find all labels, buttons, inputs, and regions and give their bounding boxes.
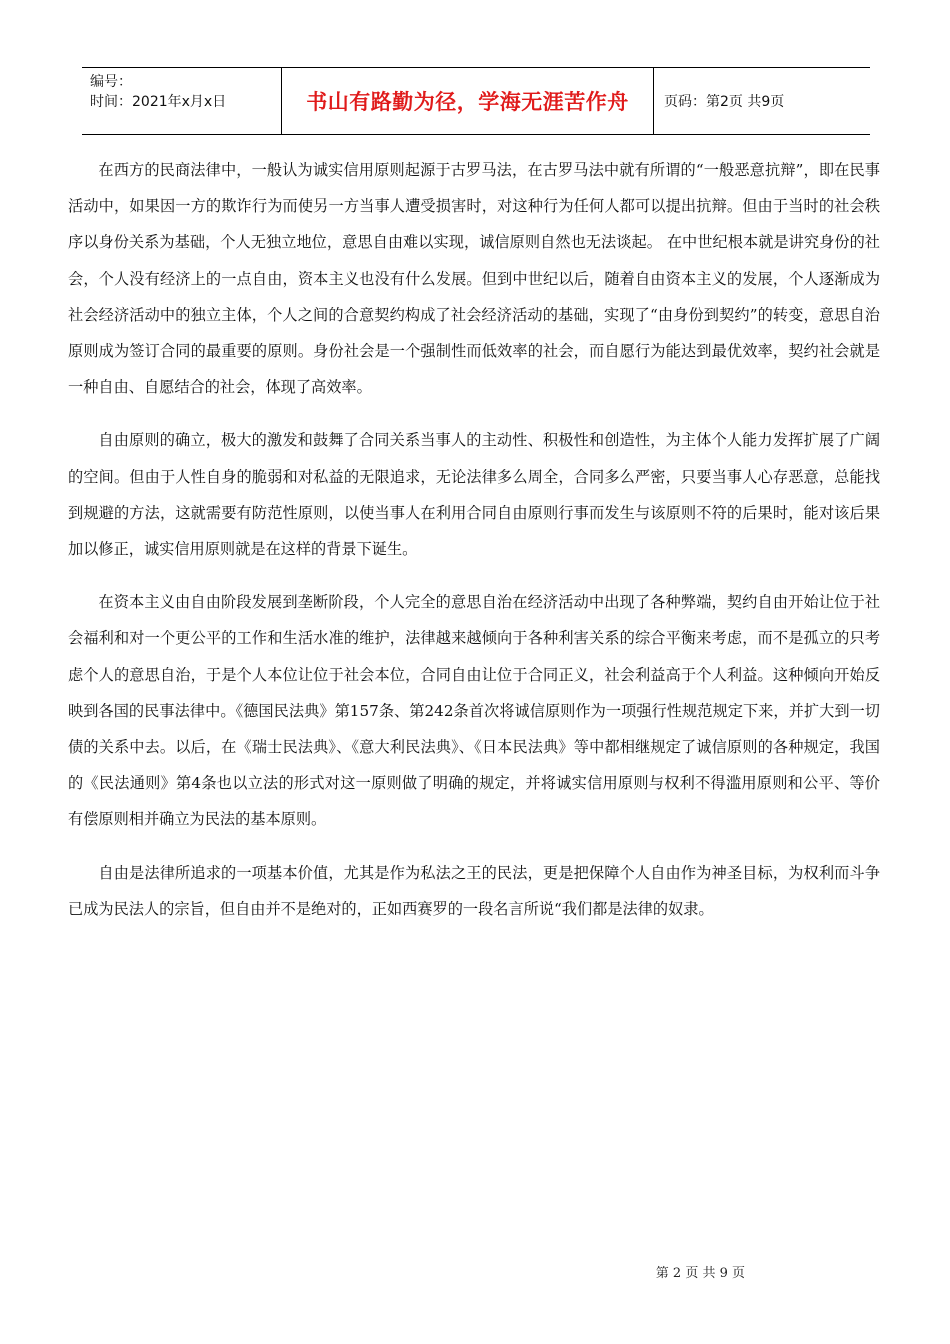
body-paragraph: 在西方的民商法律中，一般认为诚实信用原则起源于古罗马法，在古罗马法中就有所谓的“一般恶意抗辩”，即在民事活动中，如果因一方的欺诈行为而使另一方当事人遭受损害时，对这种行为任何人都可以提出抗辩。但由于当时的社会秩序以身份关系为基础，个人无独立地位，意思自由难以实现，诚信原则自然也无法谈起。 在中世纪根本就是讲究身份的社会，个人没有经济上的一点自由，资本主义也没有什么发展。但到中世纪以后，随着自由资本主义的发展，个人逐渐成为社会经济活动中的独立主体，个人之间的合意契约构成了社会经济活动的基础，实现了“由身份到契约”的转变，意思自治原则成为签订合同的最重要的原则。身份社会是一个强制性而低效率的社会，而自愿行为能达到最优效率，契约社会就是一种自由、自愿结合的社会，体现了高效率。	[68, 161, 880, 397]
body-paragraph: 在资本主义由自由阶段发展到垄断阶段，个人完全的意思自治在经济活动中出现了各种弊端，契约自由开始让位于社会福利和对一个更公平的工作和生活水准的维护，法律越来越倾向于各种利害关系的综合平衡来考虑，而不是孤立的只考虑个人的意思自治，于是个人本位让位于社会本位，合同自由让位于合同正义，社会利益高于个人利益。这种倾向开始反映到各国的民事法律中。《德国民法典》第157条、第242条首次将诚信原则作为一项强行性规范规定下来，并扩大到一切债的关系中去。以后，在《瑞士民法典》、《意大利民法典》、《日本民法典》等中都相继规定了诚信原则的各种规定，我国的《民法通则》第4条也以立法的形式对这一原则做了明确的规定，并将诚实信用原则与权利不得滥用原则和公平、等价有偿原则相并确立为民法的基本原则。	[68, 593, 880, 829]
document-number-label: 编号：	[90, 74, 132, 90]
page-footer: 第 2 页 共 9 页	[655, 1266, 745, 1281]
header-meta-cell	[82, 68, 282, 134]
document-header	[82, 67, 870, 135]
body-paragraph: 自由原则的确立，极大的激发和鼓舞了合同关系当事人的主动性、积极性和创造性，为主体个人能力发挥扩展了广阔的空间。但由于人性自身的脆弱和对私益的无限追求，无论法律多么周全，合同多么严密，只要当事人心存恶意，总能找到规避的方法，这就需要有防范性原则，以使当事人在利用合同自由原则行事而发生与该原则不符的后果时，能对该后果加以修正，诚实信用原则就是在这样的背景下诞生。	[68, 431, 880, 559]
body-paragraph: 自由是法律所追求的一项基本价值，尤其是作为私法之王的民法，更是把保障个人自由作为神圣目标，为权利而斗争已成为民法人的宗旨，但自由并不是绝对的，正如西赛罗的一段名言所说“我们都是法律的奴隶。	[68, 863, 880, 918]
document-body	[68, 152, 880, 944]
document-date: 时间：2021年x月x日	[90, 94, 227, 110]
header-motto: 书山有路勤为径，学海无涯苦作舟	[282, 68, 654, 134]
header-page-number: 页码：第2页 共9页	[664, 94, 785, 110]
